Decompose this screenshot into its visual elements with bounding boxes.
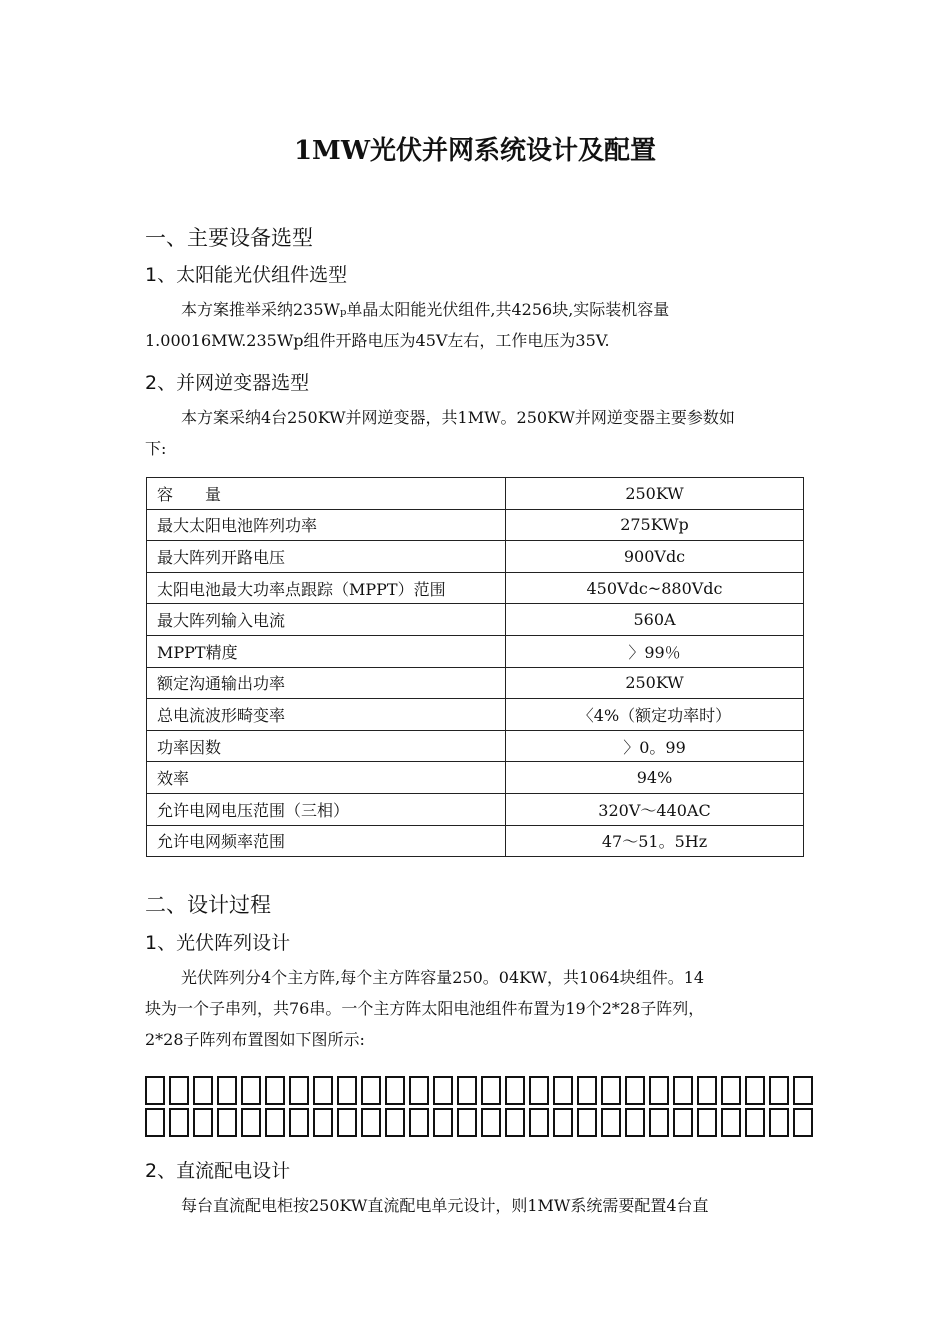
pv-module-cell — [673, 1108, 693, 1137]
pv-module-cell — [337, 1108, 357, 1137]
pv-module-cell — [217, 1108, 237, 1137]
subarray-layout-diagram — [145, 1076, 806, 1140]
spec-row — [147, 667, 804, 699]
spec-row — [147, 478, 804, 510]
pv-module-cell — [385, 1108, 405, 1137]
spec-value: 250KW — [506, 667, 804, 699]
spec-value: 94% — [506, 762, 804, 794]
section-2-1-heading: 1、光伏阵列设计 — [145, 932, 291, 954]
pv-module-cell — [313, 1108, 333, 1137]
pv-module-cell — [769, 1108, 789, 1137]
spec-row — [147, 762, 804, 794]
section-2-2-heading: 2、直流配电设计 — [145, 1160, 291, 1182]
pv-module-cell — [601, 1076, 621, 1105]
pv-module-cell — [625, 1108, 645, 1137]
spec-row — [147, 509, 804, 541]
pv-module-cell — [313, 1076, 333, 1105]
spec-row — [147, 793, 804, 825]
pv-module-cell — [745, 1108, 765, 1137]
pv-module-cell — [337, 1076, 357, 1105]
pv-module-cell — [409, 1108, 429, 1137]
spec-value: 560A — [506, 604, 804, 636]
pv-module-cell — [577, 1076, 597, 1105]
section-2-2-paragraph — [145, 1190, 813, 1221]
pv-module-cell — [745, 1076, 765, 1105]
pv-module-cell — [361, 1076, 381, 1105]
pv-module-cell — [145, 1076, 165, 1105]
spec-row — [147, 604, 804, 636]
pv-module-cell — [649, 1108, 669, 1137]
pv-module-cell — [145, 1108, 165, 1137]
module-row — [145, 1108, 806, 1137]
spec-param: 允许电网电压范围（三相） — [147, 793, 506, 825]
section-1-2-paragraph — [145, 402, 813, 464]
paragraph-line: 块为一个子串列，共76串。一个主方阵太阳电池组件布置为19个2*28子阵列， — [145, 999, 705, 1018]
spec-value: 900Vdc — [506, 541, 804, 573]
spec-value: 320V～440AC — [506, 793, 804, 825]
pv-module-cell — [481, 1108, 501, 1137]
spec-value: 〈4%（额定功率时） — [506, 699, 804, 731]
pv-module-cell — [505, 1108, 525, 1137]
pv-module-cell — [241, 1108, 261, 1137]
pv-module-cell — [505, 1076, 525, 1105]
pv-module-cell — [265, 1108, 285, 1137]
document-title: 1MW光伏并网系统设计及配置 — [293, 136, 657, 166]
spec-row — [147, 699, 804, 731]
spec-param: 最大阵列输入电流 — [147, 604, 506, 636]
pv-module-cell — [241, 1076, 261, 1105]
pv-module-cell — [793, 1108, 813, 1137]
paragraph-line: 光伏阵列分4个主方阵,每个主方阵容量250。04KW，共1064块组件。14 — [181, 968, 705, 987]
pv-module-cell — [553, 1108, 573, 1137]
pv-module-cell — [697, 1108, 717, 1137]
section-1-1-heading: 1、太阳能光伏组件选型 — [145, 264, 348, 286]
pv-module-cell — [721, 1076, 741, 1105]
spec-param: 总电流波形畸变率 — [147, 699, 506, 731]
spec-value: 450Vdc~880Vdc — [506, 572, 804, 604]
pv-module-cell — [289, 1076, 309, 1105]
pv-module-cell — [361, 1108, 381, 1137]
pv-module-cell — [409, 1076, 429, 1105]
paragraph-line: 2*28子阵列布置图如下图所示: — [145, 1030, 365, 1049]
pv-module-cell — [793, 1076, 813, 1105]
paragraph-line: 1.00016MW.235Wp组件开路电压为45V左右，工作电压为35V. — [145, 331, 610, 350]
section-2-heading: 二、设计过程 — [145, 893, 271, 917]
spec-param: 容 量 — [147, 478, 506, 510]
spec-param: 额定沟通输出功率 — [147, 667, 506, 699]
pv-module-cell — [265, 1076, 285, 1105]
pv-module-cell — [169, 1108, 189, 1137]
pv-module-cell — [457, 1108, 477, 1137]
pv-module-cell — [433, 1076, 453, 1105]
pv-module-cell — [457, 1076, 477, 1105]
pv-module-cell — [481, 1076, 501, 1105]
spec-row — [147, 730, 804, 762]
section-1-heading: 一、主要设备选型 — [145, 226, 313, 250]
pv-module-cell — [529, 1108, 549, 1137]
pv-module-cell — [625, 1076, 645, 1105]
module-row — [145, 1076, 806, 1105]
section-1-1-paragraph — [145, 294, 813, 356]
pv-module-cell — [553, 1076, 573, 1105]
paragraph-line: 本方案推举采纳235Wₚ单晶太阳能光伏组件,共4256块,实际装机容量 — [181, 300, 670, 319]
section-2-1-paragraph — [145, 962, 813, 1055]
inverter-spec-table — [146, 477, 804, 857]
pv-module-cell — [577, 1108, 597, 1137]
pv-module-cell — [769, 1076, 789, 1105]
paragraph-line: 下: — [145, 439, 167, 458]
pv-module-cell — [721, 1108, 741, 1137]
pv-module-cell — [649, 1076, 669, 1105]
spec-row — [147, 825, 804, 857]
spec-row — [147, 572, 804, 604]
spec-row — [147, 635, 804, 667]
pv-module-cell — [697, 1076, 717, 1105]
spec-value: 47～51。5Hz — [506, 825, 804, 857]
spec-param: 功率因数 — [147, 730, 506, 762]
spec-param: 最大阵列开路电压 — [147, 541, 506, 573]
paragraph-line: 每台直流配电柜按250KW直流配电单元设计，则1MW系统需要配置4台直 — [181, 1196, 709, 1215]
spec-param: MPPT精度 — [147, 635, 506, 667]
spec-param: 效率 — [147, 762, 506, 794]
pv-module-cell — [169, 1076, 189, 1105]
pv-module-cell — [193, 1076, 213, 1105]
pv-module-cell — [193, 1108, 213, 1137]
spec-value: 〉99％ — [506, 635, 804, 667]
pv-module-cell — [289, 1108, 309, 1137]
pv-module-cell — [385, 1076, 405, 1105]
paragraph-line: 本方案采纳4台250KW并网逆变器，共1MW。250KW并网逆变器主要参数如 — [181, 408, 735, 427]
spec-row — [147, 541, 804, 573]
spec-param: 太阳电池最大功率点跟踪（MPPT）范围 — [147, 572, 506, 604]
spec-value: 275KWp — [506, 509, 804, 541]
pv-module-cell — [217, 1076, 237, 1105]
spec-param: 最大太阳电池阵列功率 — [147, 509, 506, 541]
section-1-2-heading: 2、并网逆变器选型 — [145, 372, 310, 394]
pv-module-cell — [529, 1076, 549, 1105]
pv-module-cell — [433, 1108, 453, 1137]
spec-value: 250KW — [506, 478, 804, 510]
pv-module-cell — [673, 1076, 693, 1105]
spec-value: 〉0。99 — [506, 730, 804, 762]
spec-param: 允许电网频率范围 — [147, 825, 506, 857]
pv-module-cell — [601, 1108, 621, 1137]
